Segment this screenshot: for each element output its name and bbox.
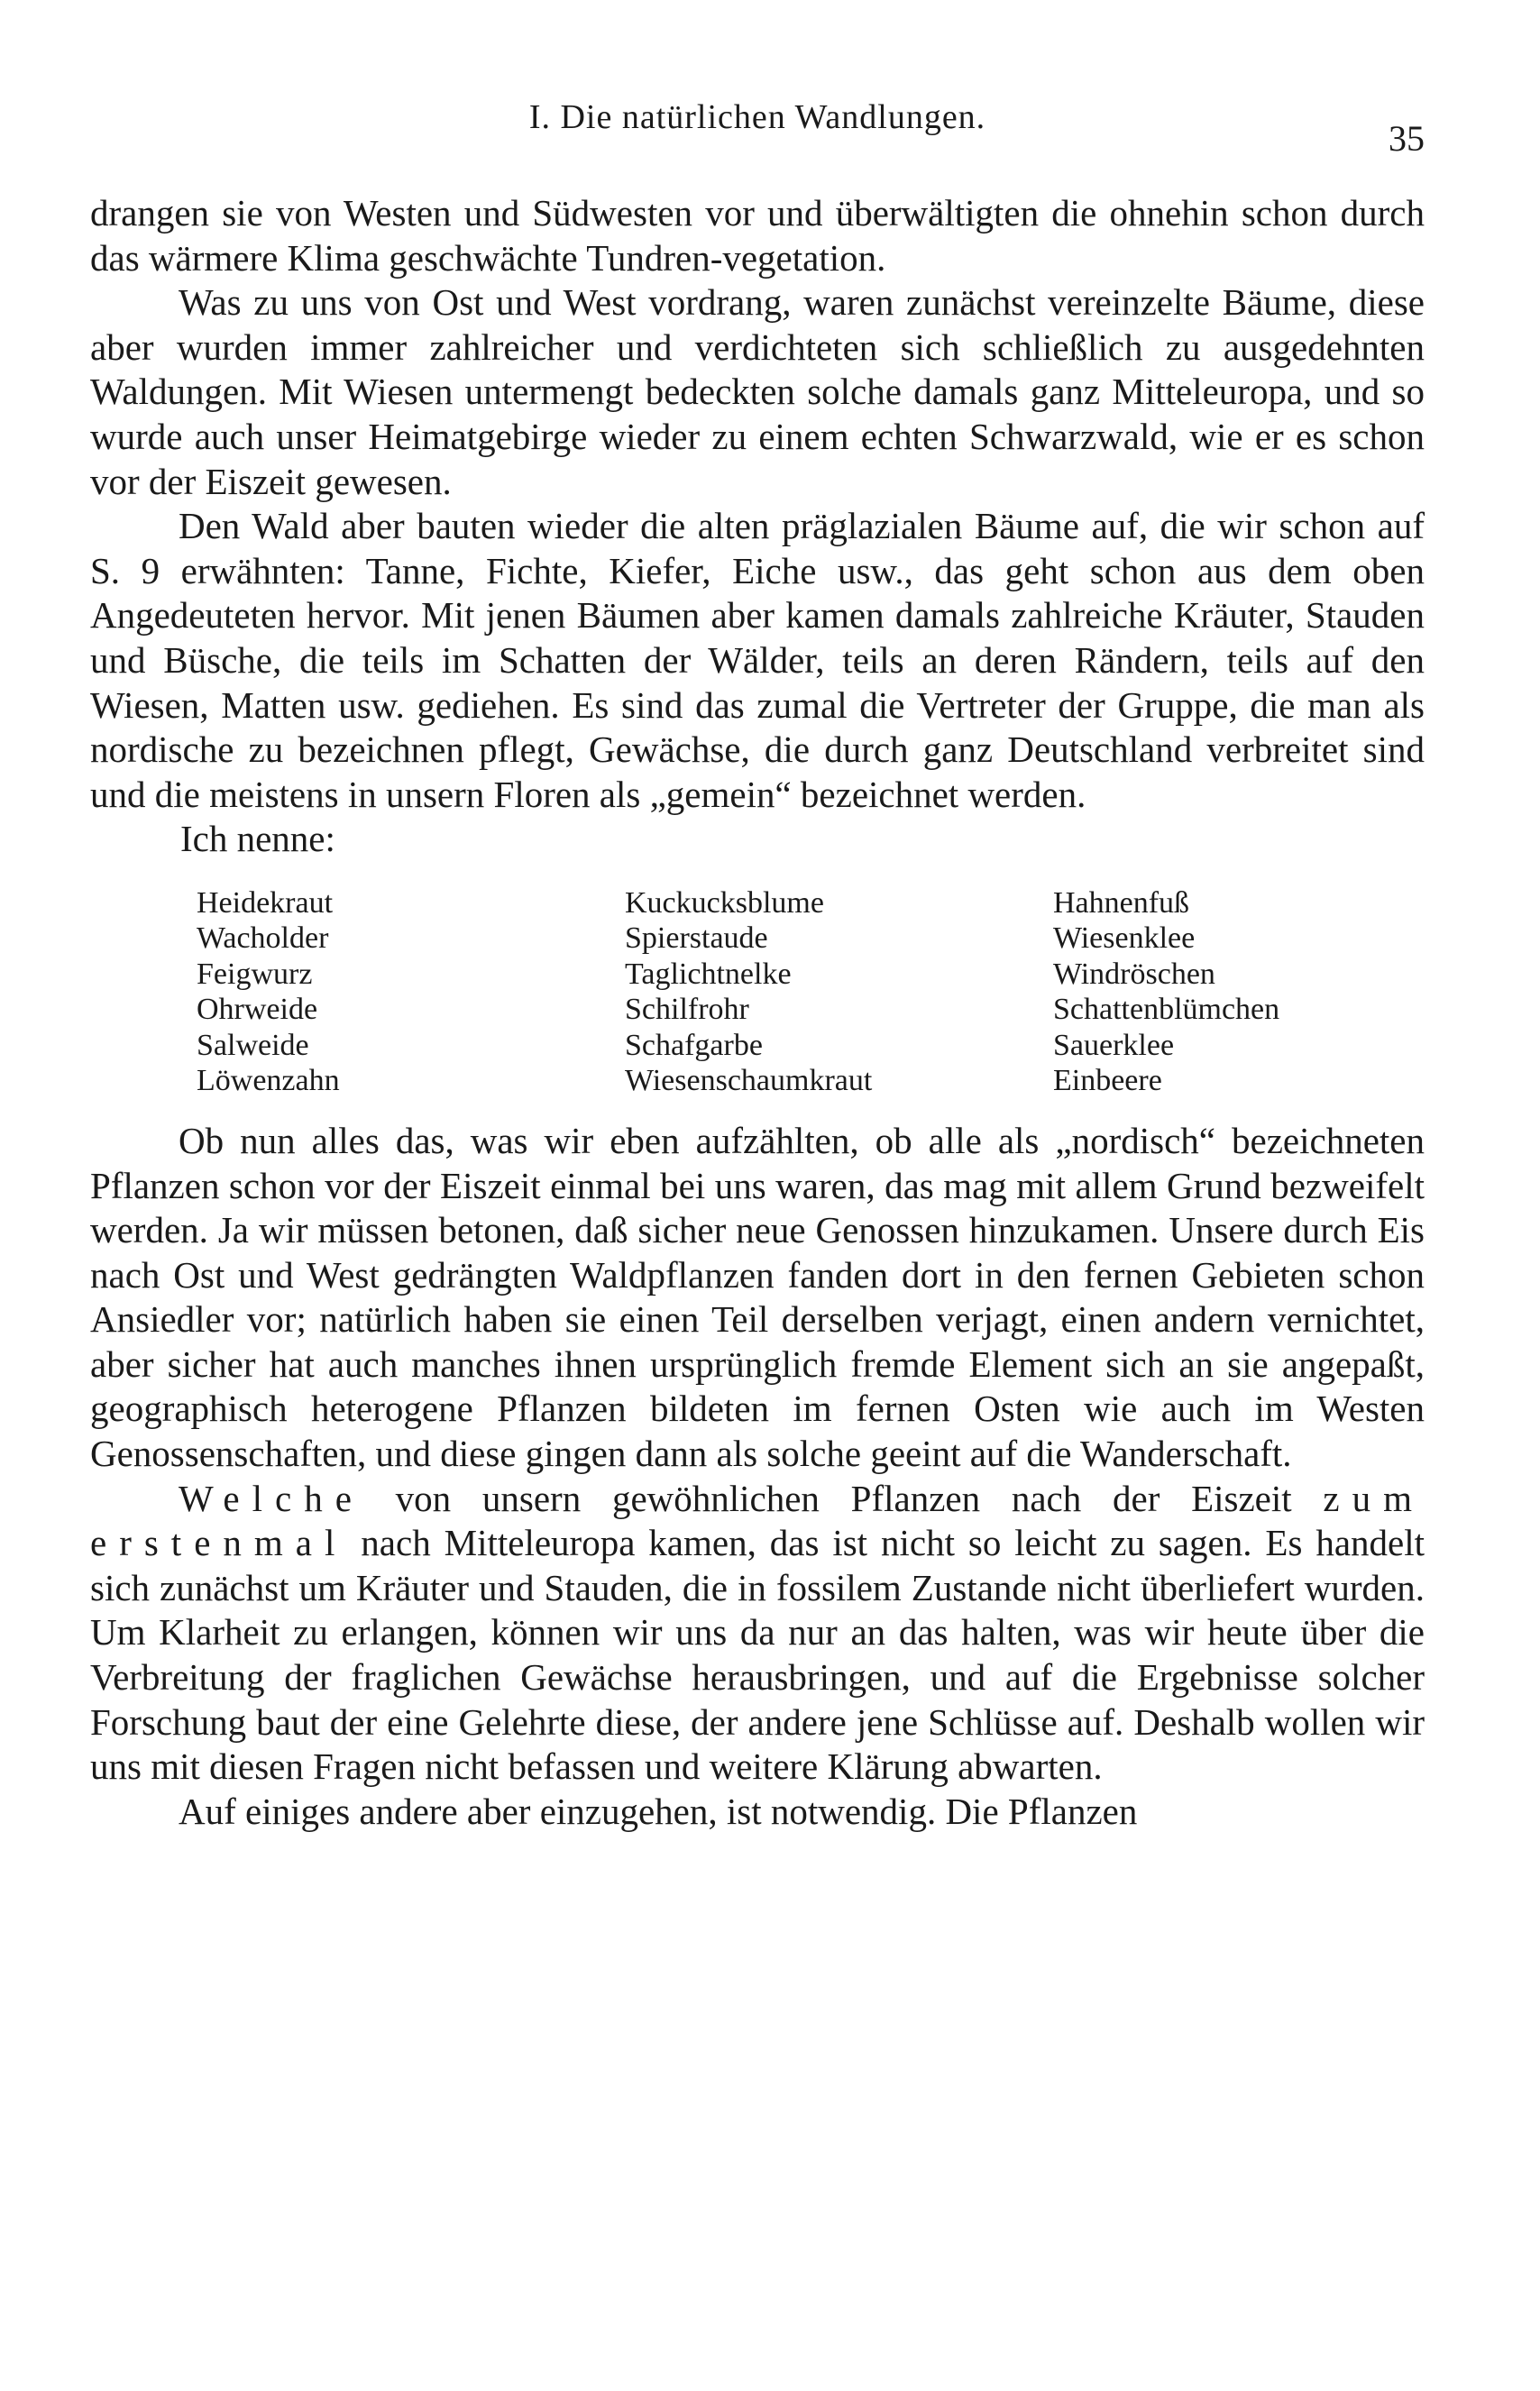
plant-name: Taglichtnelke <box>625 957 792 991</box>
paragraph-nordic-question: Ob nun alles das, was wir eben aufzählten, ob alle als „nordisch“ bezeichneten Pflanzen schon vor der Eiszeit einmal bei uns waren, das mag mit allem Grund bezweifelt werden. Ja wir müssen betonen, daß sicher neue Genossen hinzukamen. Unsere durch Eis nach Ost und West gedrängten Waldpflanzen fanden dort in den fernen Gebieten schon Ansiedler vor; natürlich haben sie einen Teil derselben verjagt, einen andern vernichtet, aber sicher hat auch manches ihnen ursprünglich fremde Element sich an sie angepaßt, geographisch heterogene Pflanzen bildeten im fernen Osten wie auch im Westen Genossenschaften, und diese gingen dann als solche geeint auf die Wanderschaft. <box>90 1119 1425 1475</box>
plant-column-3 <box>1053 885 1432 1099</box>
body-text <box>90 191 1425 1834</box>
list-intro: Ich nenne: <box>180 818 335 860</box>
paragraph-first-arrivals <box>90 1477 1425 1790</box>
plant-name: Sauerklee <box>1053 1028 1175 1062</box>
plant-name: Schilfrohr <box>625 993 749 1027</box>
spaced-emphasis: Welche <box>179 1477 364 1519</box>
plant-name: Schattenblümchen <box>1053 993 1280 1027</box>
paragraph-text: von unsern gewöhnlichen Pflanzen nach der Eiszeit <box>363 1477 1324 1519</box>
plant-list <box>90 885 1425 1099</box>
paragraph-text: nach Mitteleuropa kamen, das ist nicht so leicht zu sagen. Es handelt sich zunächst um Kräuter und Stauden, die in fossilem Zustande nicht überliefert wurden. Um Klarheit zu erlangen, können wir uns da nur an das halten, was wir heute über die Verbreitung der fraglichen Gewächse herausbringen, und auf die Ergebnisse solcher Forschung baut der eine Gelehrte diese, der andere jene Schlüsse auf. Deshalb wollen wir uns mit diesen Fragen nicht befassen und weitere Klärung abwarten. <box>90 1522 1425 1788</box>
spaced-emphasis: zum erstenmal <box>90 1477 1425 1564</box>
plant-name: Löwenzahn <box>197 1064 340 1098</box>
running-head <box>90 97 1425 159</box>
plant-column-2 <box>625 885 1053 1099</box>
plant-name: Wiesenschaumkraut <box>625 1064 873 1098</box>
plant-column-1 <box>197 885 625 1099</box>
paragraph-last-line: Auf einiges andere aber einzugehen, ist notwendig. Die Pflanzen <box>179 1790 1138 1832</box>
page-number: 35 <box>1389 118 1425 159</box>
plant-name: Einbeere <box>1053 1064 1162 1098</box>
paragraph-preglacial-trees: Den Wald aber bauten wieder die alten präglazialen Bäume auf, die wir schon auf S. 9 erwähnten: Tanne, Fichte, Kiefer, Eiche usw., das geht schon aus dem oben Angedeuteten hervor. Mit jenen Bäumen aber kamen damals zahlreiche Kräuter, Stauden und Büsche, die teils im Schatten der Wälder, teils an deren Rändern, teils auf den Wiesen, Matten usw. gediehen. Es sind das zumal die Vertreter der Gruppe, die man als nordische zu bezeichnen pflegt, Gewächse, die durch ganz Deutschland verbreitet sind und die meistens in unsern Floren als „gemein“ bezeichnet werden. <box>90 505 1425 815</box>
plant-name: Wiesenklee <box>1053 921 1196 956</box>
paragraph-continuation: drangen sie von Westen und Südwesten vor und überwältigten die ohnehin schon durch das wärmere Klima geschwächte Tundren-vegetation. <box>90 192 1425 279</box>
plant-name: Salweide <box>197 1028 309 1062</box>
plant-name: Heidekraut <box>197 885 334 920</box>
plant-name: Ohrweide <box>197 993 318 1027</box>
running-title: I. Die natürlichen Wandlungen. <box>528 98 986 136</box>
paragraph-forest-return: Was zu uns von Ost und West vordrang, waren zunächst vereinzelte Bäume, diese aber wurden immer zahlreicher und verdichteten sich schließlich zu ausgedehnten Waldungen. Mit Wiesen untermengt bedeckten solche damals ganz Mitteleuropa, und so wurde auch unser Heimatgebirge wieder zu einem echten Schwarzwald, wie er es schon vor der Eiszeit gewesen. <box>90 281 1425 502</box>
plant-name: Schafgarbe <box>625 1028 763 1062</box>
plant-name: Wacholder <box>197 921 329 956</box>
plant-name: Hahnenfuß <box>1053 885 1190 920</box>
plant-name: Windröschen <box>1053 957 1215 991</box>
plant-name: Kuckucksblume <box>625 885 824 920</box>
plant-name: Feigwurz <box>197 957 313 991</box>
plant-name: Spierstaude <box>625 921 768 956</box>
